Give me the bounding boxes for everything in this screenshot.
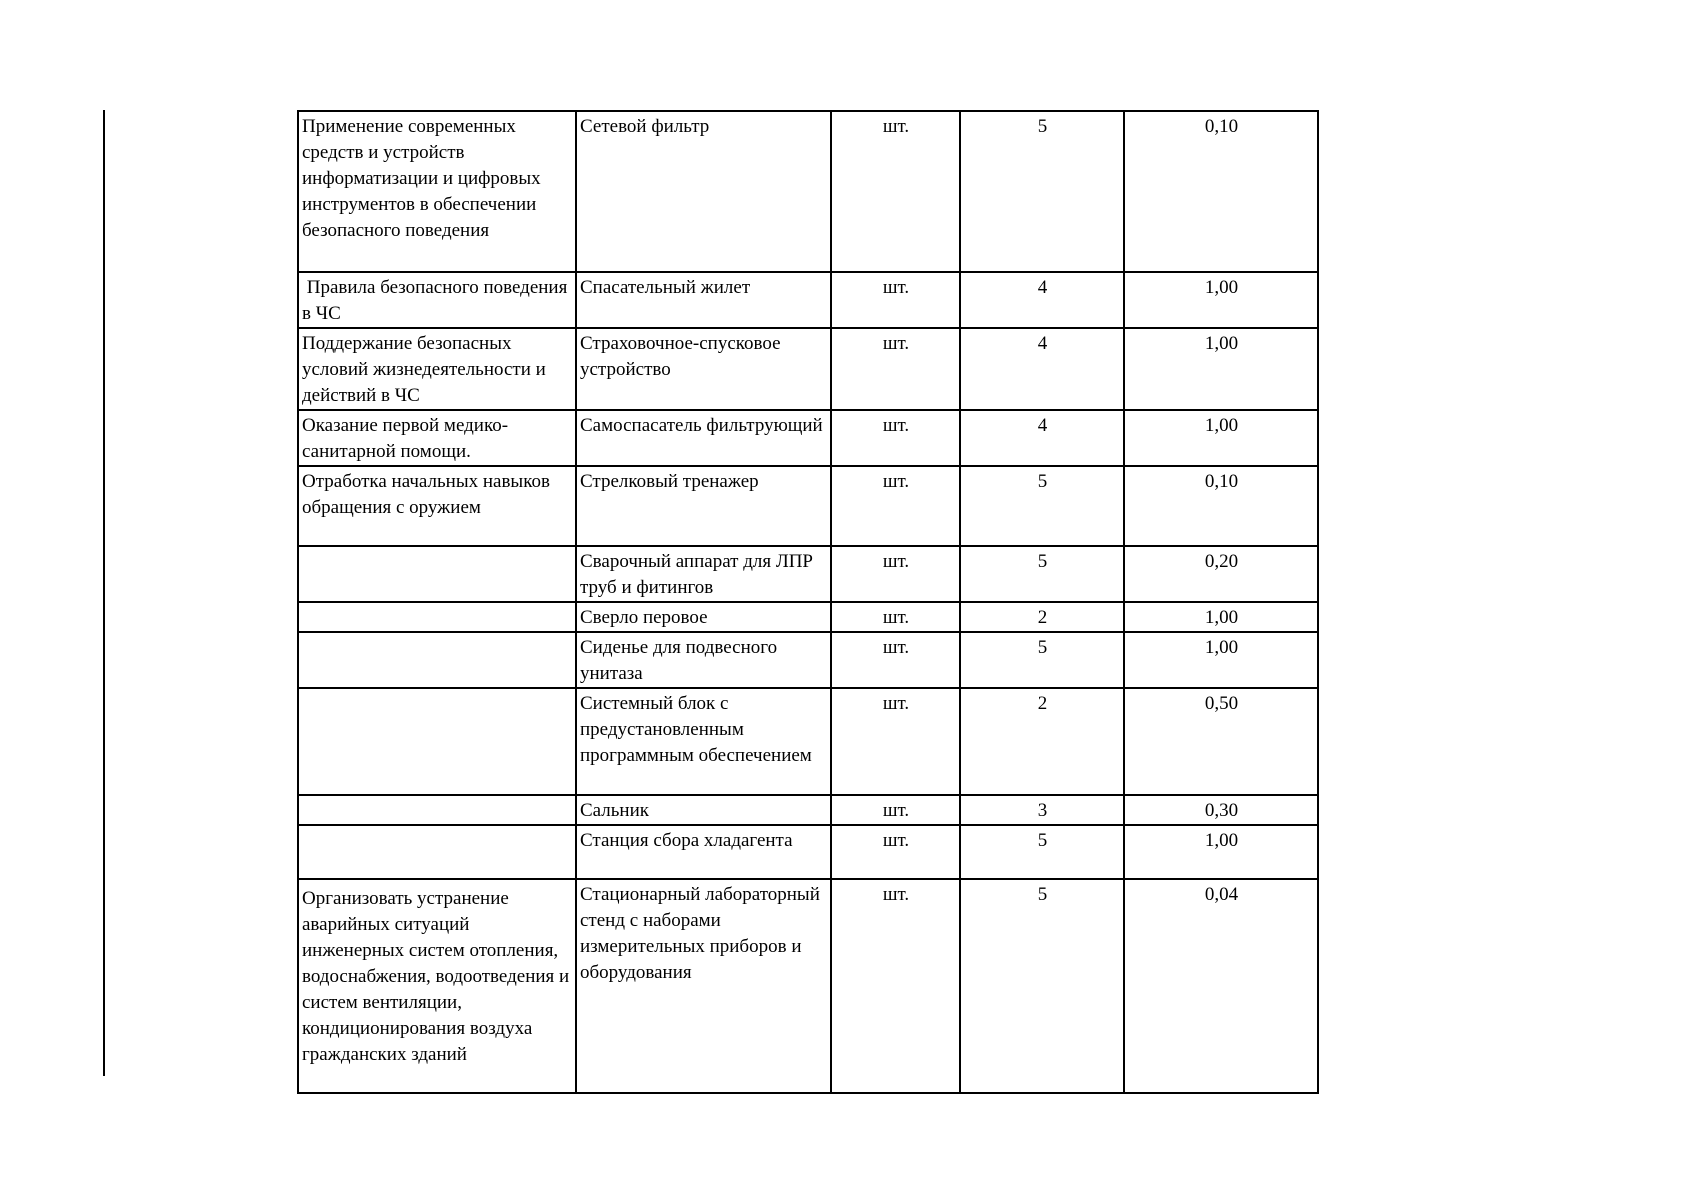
equipment-table (297, 110, 1319, 1094)
table-row (298, 632, 1318, 688)
unit-cell: шт. (831, 879, 960, 1093)
activity-cell: Правила безопасного поведения в ЧС (298, 272, 576, 328)
activity-cell: Отработка начальных навыков обращения с оружием (298, 466, 576, 546)
activity-cell: Оказание первой медико-санитарной помощи. (298, 410, 576, 466)
activity-cell: Поддержание безопасных условий жизнедеятельности и действий в ЧС (298, 328, 576, 410)
table-row (298, 688, 1318, 795)
quantity-cell: 5 (960, 466, 1124, 546)
quantity-cell: 4 (960, 272, 1124, 328)
activity-cell (298, 688, 576, 795)
equipment-cell: Самоспасатель фильтрующий (576, 410, 831, 466)
table-row (298, 795, 1318, 825)
activity-cell (298, 602, 576, 632)
quantity-cell: 5 (960, 546, 1124, 602)
equipment-cell: Страховочное-спусковое устройство (576, 328, 831, 410)
equipment-cell: Сетевой фильтр (576, 111, 831, 272)
activity-cell: Применение современных средств и устройств информатизации и цифровых инструментов в обеспечении безопасного поведения (298, 111, 576, 272)
table-row (298, 111, 1318, 272)
unit-cell: шт. (831, 272, 960, 328)
unit-cell: шт. (831, 546, 960, 602)
value-cell: 0,10 (1124, 111, 1318, 272)
quantity-cell: 5 (960, 879, 1124, 1093)
unit-cell: шт. (831, 328, 960, 410)
table-row (298, 328, 1318, 410)
table-row (298, 879, 1318, 1093)
equipment-cell: Стационарный лабораторный стенд с наборами измерительных приборов и оборудования (576, 879, 831, 1093)
unit-cell: шт. (831, 111, 960, 272)
equipment-cell: Станция сбора хладагента (576, 825, 831, 879)
equipment-cell: Сальник (576, 795, 831, 825)
value-cell: 1,00 (1124, 272, 1318, 328)
activity-cell (298, 546, 576, 602)
quantity-cell: 5 (960, 825, 1124, 879)
value-cell: 1,00 (1124, 825, 1318, 879)
unit-cell: шт. (831, 466, 960, 546)
unit-cell: шт. (831, 825, 960, 879)
quantity-cell: 2 (960, 688, 1124, 795)
equipment-cell: Сиденье для подвесного унитаза (576, 632, 831, 688)
equipment-cell: Спасательный жилет (576, 272, 831, 328)
equipment-cell: Сверло перовое (576, 602, 831, 632)
table-row (298, 272, 1318, 328)
unit-cell: шт. (831, 688, 960, 795)
value-cell: 0,30 (1124, 795, 1318, 825)
equipment-cell: Стрелковый тренажер (576, 466, 831, 546)
unit-cell: шт. (831, 795, 960, 825)
value-cell: 1,00 (1124, 328, 1318, 410)
quantity-cell: 5 (960, 632, 1124, 688)
quantity-cell: 2 (960, 602, 1124, 632)
value-cell: 1,00 (1124, 632, 1318, 688)
activity-cell: Организовать устранение аварийных ситуаций инженерных систем отопления, водоснабжения, водоотведения и систем вентиляции, кондиционирования воздуха гражданских зданий (298, 879, 576, 1093)
quantity-cell: 5 (960, 111, 1124, 272)
unit-cell: шт. (831, 602, 960, 632)
table-row (298, 825, 1318, 879)
equipment-cell: Сварочный аппарат для ЛПР труб и фитингов (576, 546, 831, 602)
activity-cell (298, 632, 576, 688)
value-cell: 1,00 (1124, 410, 1318, 466)
value-cell: 0,20 (1124, 546, 1318, 602)
table-row (298, 602, 1318, 632)
table-row (298, 410, 1318, 466)
value-cell: 1,00 (1124, 602, 1318, 632)
value-cell: 0,04 (1124, 879, 1318, 1093)
activity-cell (298, 795, 576, 825)
unit-cell: шт. (831, 410, 960, 466)
value-cell: 0,50 (1124, 688, 1318, 795)
unit-cell: шт. (831, 632, 960, 688)
quantity-cell: 4 (960, 410, 1124, 466)
equipment-cell: Системный блок с предустановленным программным обеспечением (576, 688, 831, 795)
value-cell: 0,10 (1124, 466, 1318, 546)
quantity-cell: 3 (960, 795, 1124, 825)
page-margin-rule (103, 110, 105, 1076)
activity-cell (298, 825, 576, 879)
quantity-cell: 4 (960, 328, 1124, 410)
table-row (298, 466, 1318, 546)
table-row (298, 546, 1318, 602)
